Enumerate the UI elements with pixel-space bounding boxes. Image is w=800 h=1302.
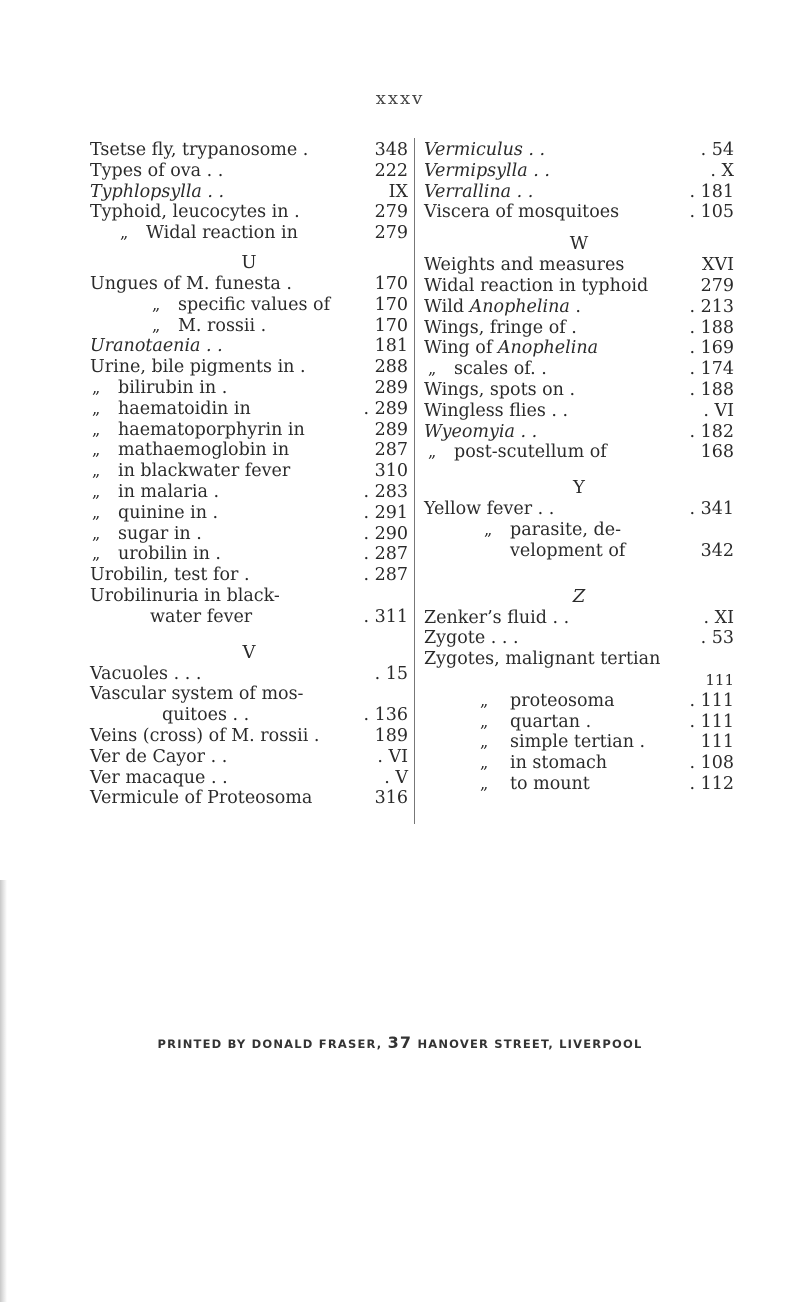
entry-page: . 111	[689, 690, 734, 711]
entry-text	[424, 297, 581, 318]
entry-page: 111	[700, 732, 734, 753]
entry-text: Zygotes, malignant tertian	[424, 649, 661, 670]
entry-page: . X	[710, 160, 734, 181]
entry-page: . 213	[689, 296, 734, 317]
entry-page: . XI	[703, 607, 734, 628]
entry-page: 189	[374, 725, 408, 746]
entry-text: water fever	[150, 606, 253, 627]
index-entry	[424, 422, 734, 443]
entry-page: . 105	[689, 202, 734, 223]
entry-text: proteosoma	[510, 690, 615, 711]
entry-text: velopment of	[510, 540, 626, 561]
index-subentry	[90, 223, 408, 244]
entry-text-tail: .	[569, 296, 581, 317]
entry-text: in blackwater fever	[118, 461, 291, 482]
entry-page: 279	[374, 223, 408, 244]
page-number: xxxv	[375, 88, 425, 109]
entry-text: Verrallina . .	[424, 181, 534, 202]
entry-page: . 182	[689, 421, 734, 442]
entry-text: Ver de Cayor . .	[90, 746, 228, 767]
entry-text: Wingless flies . .	[424, 400, 569, 421]
ditto-mark: „	[92, 440, 101, 460]
entry-text: sugar in .	[118, 523, 202, 544]
index-subentry	[424, 774, 734, 795]
index-subentry	[90, 378, 408, 399]
entry-page: 170	[374, 273, 408, 294]
entry-text: Typhoid, leucocytes in .	[90, 202, 300, 223]
index-entry	[90, 202, 408, 223]
entry-page: 342	[700, 540, 734, 561]
ditto-mark: „	[480, 690, 489, 710]
entry-page: . 169	[689, 338, 734, 359]
entry-text: parasite, de-	[510, 519, 621, 540]
imprint-text: PRINTED BY DONALD FRASER,	[157, 1037, 388, 1051]
entry-text: scales of. .	[454, 359, 547, 380]
index-entry	[424, 161, 734, 182]
entry-page: 168	[700, 442, 734, 463]
entry-page: . 287	[363, 565, 408, 586]
index-column-right	[424, 140, 734, 795]
section-letter-z	[424, 586, 734, 608]
index-entry	[90, 140, 408, 161]
entry-page: . 112	[689, 773, 734, 794]
entry-page: 181	[374, 336, 408, 357]
imprint-number: 37	[387, 1033, 413, 1052]
index-subentry	[90, 440, 408, 461]
entry-text: bilirubin in .	[118, 377, 228, 398]
entry-page: 170	[374, 315, 408, 336]
entry-text: to mount	[510, 773, 590, 794]
index-subentry	[424, 732, 734, 753]
ditto-mark: „	[92, 461, 101, 481]
entry-text	[424, 338, 598, 359]
ditto-mark: „	[92, 502, 101, 522]
entry-page: . 136	[363, 705, 408, 726]
entry-text: Zenker’s fluid . .	[424, 607, 570, 628]
entry-page: . 108	[689, 753, 734, 774]
entry-page: 279	[374, 202, 408, 223]
entry-page: . 311	[363, 606, 408, 627]
index-entry	[424, 255, 734, 276]
entry-text-plain: Wing of	[424, 338, 498, 359]
entry-text: Wyeomyia . .	[424, 421, 538, 442]
index-column-left	[90, 140, 408, 809]
entry-text: Urobilinuria in black-	[90, 585, 280, 606]
index-entry	[424, 401, 734, 422]
entry-text: Types of ova . .	[90, 160, 224, 181]
index-subentry	[90, 420, 408, 441]
index-entry	[90, 182, 408, 203]
ditto-mark: „	[428, 359, 437, 379]
entry-text: haematoidin in	[118, 398, 251, 419]
entry-page: . 174	[689, 359, 734, 380]
index-entry	[424, 276, 734, 297]
entry-text: urobilin in .	[118, 544, 221, 565]
entry-page: . 111	[689, 711, 734, 732]
entry-text: quartan .	[510, 711, 592, 732]
index-subentry	[424, 712, 734, 733]
index-subentry	[424, 520, 734, 541]
entry-text: Uranotaenia . .	[90, 336, 223, 357]
index-entry	[424, 338, 734, 359]
index-subentry	[424, 753, 734, 774]
section-letter-w: W	[569, 233, 589, 255]
index-subentry	[90, 482, 408, 503]
entry-text: quinine in .	[118, 502, 219, 523]
index-entry	[90, 274, 408, 295]
printer-imprint	[0, 1033, 800, 1052]
entry-text: Widal reaction in	[146, 223, 298, 244]
index-entry-continuation	[90, 607, 408, 628]
index-entry	[90, 664, 408, 685]
index-entry-continuation	[90, 705, 408, 726]
index-entry	[424, 140, 734, 161]
ditto-mark: „	[92, 419, 101, 439]
entry-text: Vermicule of Proteosoma	[90, 788, 313, 809]
index-entry	[424, 202, 734, 223]
entry-text: in malaria .	[118, 481, 220, 502]
column-divider	[414, 138, 415, 824]
entry-page: . 287	[363, 544, 408, 565]
entry-page: 279	[700, 275, 734, 296]
entry-text: mathaemoglobin in	[118, 440, 290, 461]
entry-page: . 15	[374, 663, 408, 684]
page-edge-shadow	[0, 880, 7, 1302]
entry-page: 170	[374, 294, 408, 315]
entry-text: Ver macaque . .	[90, 767, 228, 788]
section-letter-v: V	[242, 641, 256, 663]
index-entry	[90, 684, 408, 705]
index-entry	[424, 499, 734, 520]
ditto-mark: „	[428, 442, 437, 462]
entry-text: Typhlopsylla . .	[90, 181, 225, 202]
entry-page: . VI	[703, 400, 734, 421]
index-entry	[90, 768, 408, 789]
entry-text: Vascular system of mos-	[90, 684, 304, 705]
entry-page: . 289	[363, 398, 408, 419]
entry-text: Viscera of mosquitoes	[424, 202, 620, 223]
entry-text: Urobilin, test for .	[90, 565, 250, 586]
index-subentry	[90, 295, 408, 316]
index-entry	[424, 182, 734, 203]
index-subentry	[90, 544, 408, 565]
ditto-mark: „	[92, 377, 101, 397]
ditto-mark: „	[152, 294, 161, 314]
entry-text: simple tertian .	[510, 732, 646, 753]
entry-page: . 283	[363, 481, 408, 502]
index-entry	[90, 726, 408, 747]
entry-page: 287	[374, 440, 408, 461]
ditto-mark: „	[92, 544, 101, 564]
index-entry	[424, 608, 734, 629]
entry-text: Zygote . . .	[424, 628, 519, 649]
entry-text: Vacuoles . . .	[90, 663, 202, 684]
entry-page: . 181	[689, 181, 734, 202]
index-entry	[424, 649, 734, 670]
entry-text-italic: Anophelina	[497, 338, 599, 359]
section-letter-z-text: Z	[572, 585, 586, 607]
ditto-mark: „	[480, 711, 489, 731]
index-entry	[90, 788, 408, 809]
entry-text: haematoporphyrin in	[118, 419, 305, 440]
section-letter-y: Y	[573, 477, 585, 499]
entry-page: 111	[705, 670, 734, 689]
entry-page: . 53	[700, 628, 734, 649]
entry-text: quitoes . .	[162, 705, 250, 726]
entry-text: Widal reaction in typhoid	[424, 275, 649, 296]
ditto-mark: „	[92, 523, 101, 543]
entry-page: XVI	[701, 255, 734, 276]
entry-text: Weights and measures	[424, 255, 625, 276]
entry-page: 289	[374, 419, 408, 440]
index-subentry	[90, 461, 408, 482]
ditto-mark: „	[480, 773, 489, 793]
entry-text: Urine, bile pigments in .	[90, 357, 306, 378]
index-entry	[424, 628, 734, 649]
entry-page: . VI	[377, 746, 408, 767]
index-entry	[424, 380, 734, 401]
entry-page: IX	[388, 181, 408, 202]
index-subentry	[424, 359, 734, 380]
entry-text: Yellow fever . .	[424, 499, 555, 520]
index-entry	[90, 357, 408, 378]
ditto-mark: „	[484, 519, 493, 539]
entry-page: 310	[374, 461, 408, 482]
index-entry	[90, 747, 408, 768]
entry-page: . 341	[689, 499, 734, 520]
entry-page: 289	[374, 377, 408, 398]
index-entry	[424, 297, 734, 318]
ditto-mark: „	[92, 398, 101, 418]
entry-text: M. rossii .	[178, 315, 267, 336]
index-subentry	[424, 691, 734, 712]
index-entry	[90, 161, 408, 182]
index-subentry	[90, 399, 408, 420]
index-subentry	[90, 524, 408, 545]
ditto-mark: „	[120, 223, 129, 243]
entry-page: 348	[374, 140, 408, 160]
ditto-mark: „	[92, 481, 101, 501]
index-entry	[90, 586, 408, 607]
entry-text: Vermiculus . .	[424, 140, 546, 160]
index-entry	[424, 318, 734, 339]
ditto-mark: „	[480, 753, 489, 773]
imprint-text-tail: HANOVER STREET, LIVERPOOL	[412, 1037, 643, 1051]
entry-text: Ungues of M. funesta .	[90, 273, 292, 294]
index-entry	[90, 565, 408, 586]
entry-text: in stomach	[510, 753, 608, 774]
index-entry-continuation	[424, 541, 734, 562]
entry-text-italic: Anophelina	[469, 296, 570, 317]
index-entry-page-line	[424, 670, 734, 691]
entry-page: . V	[384, 767, 408, 788]
index-entry	[90, 336, 408, 357]
entry-page: . 290	[363, 523, 408, 544]
entry-page: 316	[374, 788, 408, 809]
entry-text: post-scutellum of	[454, 442, 607, 463]
entry-text: Wings, spots on .	[424, 379, 576, 400]
entry-text: specific values of	[178, 294, 331, 315]
entry-text: Veins (cross) of M. rossii .	[90, 725, 320, 746]
entry-page: 222	[374, 160, 408, 181]
entry-text-plain: Wild	[424, 296, 470, 317]
entry-text: Vermipsylla . .	[424, 160, 550, 181]
entry-text: Tsetse fly, trypanosome .	[90, 140, 309, 160]
entry-text: Wings, fringe of .	[424, 317, 577, 338]
index-subentry	[424, 442, 734, 463]
entry-page: 288	[374, 357, 408, 378]
ditto-mark: „	[480, 732, 489, 752]
entry-page: . 188	[689, 317, 734, 338]
index-subentry	[90, 503, 408, 524]
section-letter-u: U	[241, 251, 257, 273]
entry-page: . 188	[689, 379, 734, 400]
index-subentry	[90, 316, 408, 337]
entry-page: . 291	[363, 502, 408, 523]
ditto-mark: „	[152, 315, 161, 335]
entry-page: . 54	[700, 140, 734, 160]
